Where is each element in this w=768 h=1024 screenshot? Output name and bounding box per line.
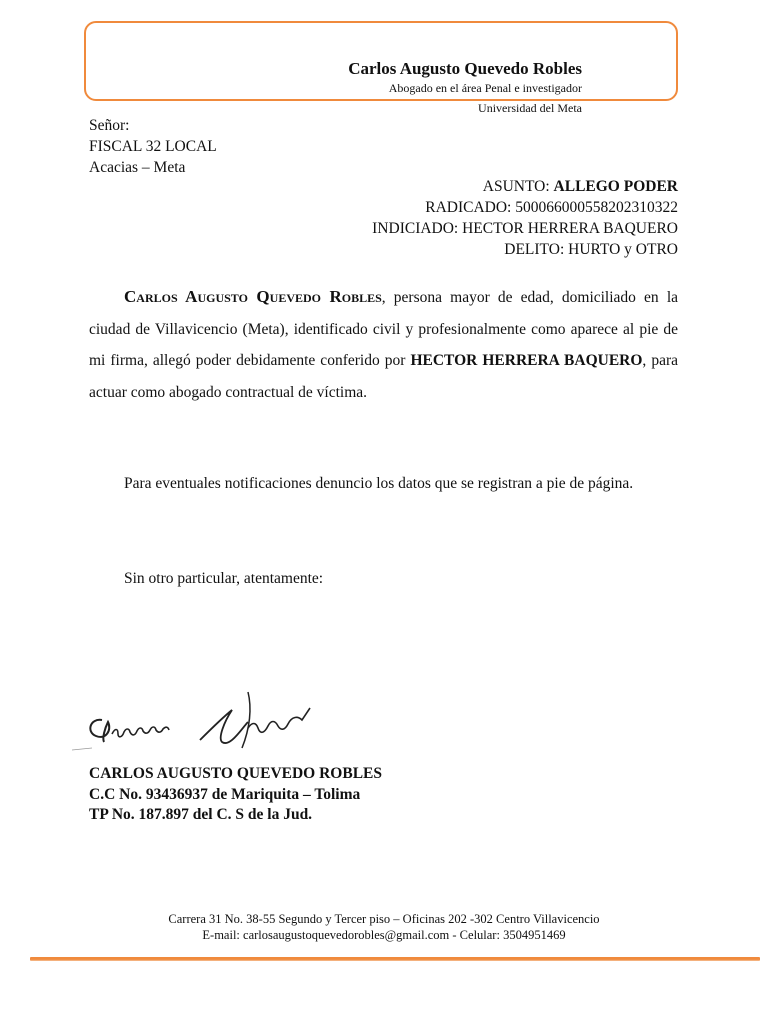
- body-closing: Sin otro particular, atentamente:: [124, 570, 324, 587]
- signer-block: [89, 764, 382, 826]
- body-client-name: HECTOR HERRERA BAQUERO: [410, 352, 643, 369]
- footer-address: Carrera 31 No. 38-55 Segundo y Tercer piso – Oficinas 202 -302 Centro Villavicencio: [168, 912, 600, 926]
- addressee-salutation: Señor:: [89, 117, 130, 134]
- reference-asunto: [372, 176, 678, 197]
- reference-radicado: RADICADO: 500066000558202310322: [425, 199, 678, 216]
- asunto-value: ALLEGO PODER: [553, 178, 678, 195]
- footer-contact: E-mail: carlosaugustoquevedorobles@gmail.com - Celular: 3504951469: [202, 928, 566, 942]
- signer-cc: C.C No. 93436937 de Mariquita – Tolima: [89, 785, 361, 803]
- body-author-name: Carlos Augusto Quevedo Robles: [124, 287, 382, 306]
- body-p1-text-2: , para actuar como abogado contractual de víctima.: [89, 352, 678, 401]
- reference-block: [372, 176, 678, 260]
- body-paragraph-1: [89, 281, 678, 408]
- footer: [0, 911, 768, 943]
- signer-tp: TP No. 187.897 del C. S de la Jud.: [89, 806, 313, 823]
- footer-divider: [30, 957, 760, 961]
- asunto-label: ASUNTO:: [482, 178, 554, 195]
- addressee-office: FISCAL 32 LOCAL: [89, 138, 217, 155]
- handwritten-signature-icon: [72, 688, 342, 760]
- addressee-block: [89, 115, 217, 178]
- addressee-location: Acacias – Meta: [89, 159, 186, 176]
- signer-name: CARLOS AUGUSTO QUEVEDO ROBLES: [89, 765, 382, 782]
- letterhead-subtitle-profession: Abogado en el área Penal e investigador: [388, 81, 582, 95]
- letterhead-subtitle-university: Universidad del Meta: [478, 101, 582, 115]
- reference-indiciado: INDICIADO: HECTOR HERRERA BAQUERO: [372, 220, 678, 237]
- body-paragraph-2: Para eventuales notificaciones denuncio los datos que se registran a pie de página.: [124, 475, 634, 492]
- body-p1-text-1: , persona mayor de edad, domiciliado en la ciudad de Villavicencio (Meta), identificado civil y profesionalmente como aparece al pie de mi firma, allegó poder debidamente conferido por: [89, 289, 679, 369]
- letterhead-name: Carlos Augusto Quevedo Robles: [348, 59, 582, 78]
- reference-delito: DELITO: HURTO y OTRO: [504, 241, 678, 258]
